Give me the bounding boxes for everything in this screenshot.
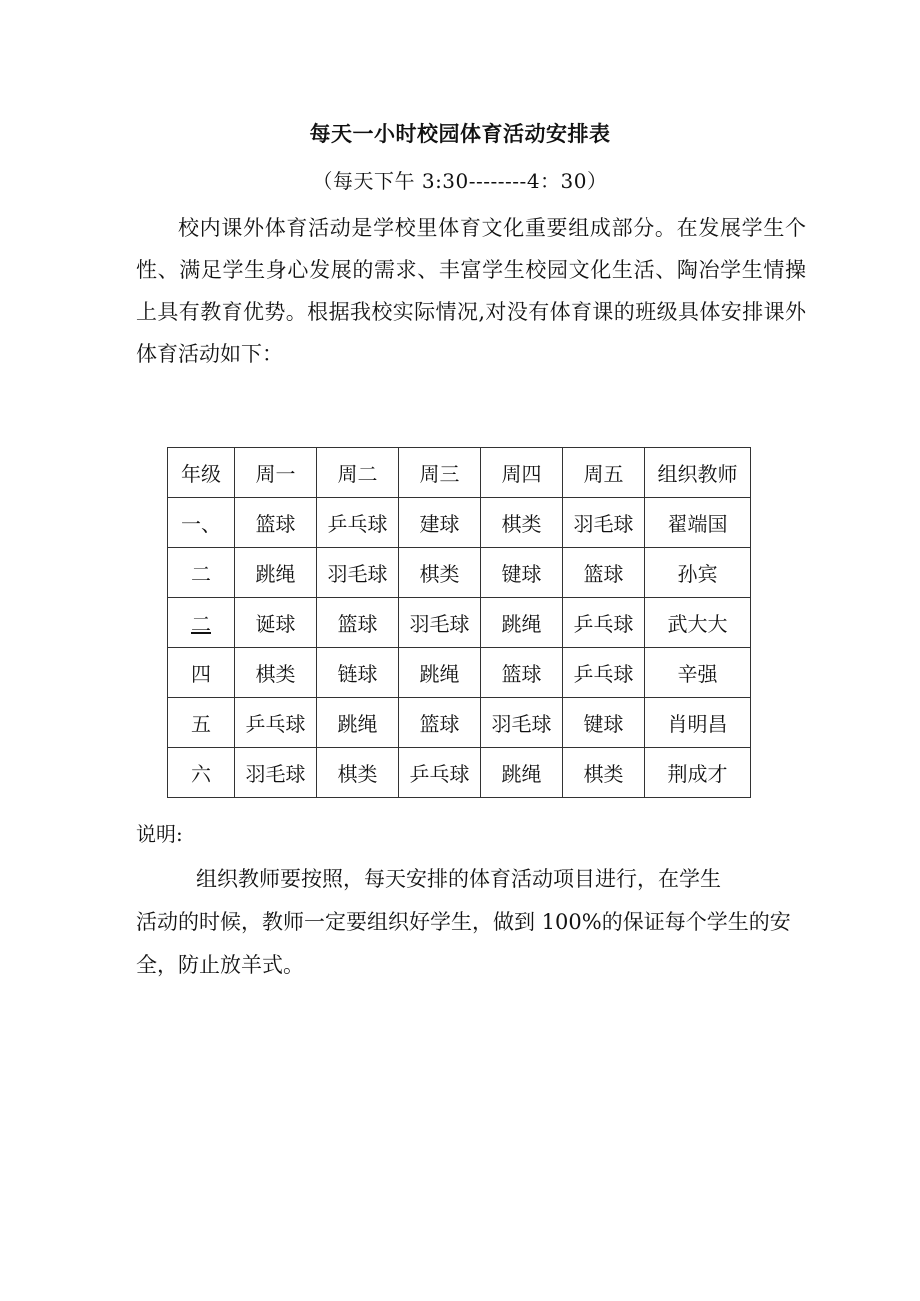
header-cell: 周五 xyxy=(563,448,645,498)
table-cell: 键球 xyxy=(563,698,645,748)
table-cell: 跳绳 xyxy=(317,698,399,748)
table-cell: 羽毛球 xyxy=(317,548,399,598)
table-cell: 篮球 xyxy=(399,698,481,748)
grade-cell: 四 xyxy=(168,648,235,698)
notes-label: 说明: xyxy=(136,822,183,846)
header-cell: 周四 xyxy=(481,448,563,498)
table-cell: 篮球 xyxy=(317,598,399,648)
table-cell: 乒乓球 xyxy=(563,648,645,698)
table-cell: 跳绳 xyxy=(235,548,317,598)
page-title: 每天一小时校园体育活动安排表 xyxy=(309,121,611,146)
table-cell: 乒乓球 xyxy=(317,498,399,548)
table-row xyxy=(168,598,751,648)
table-cell: 棋类 xyxy=(563,748,645,798)
grade-cell: 一、 xyxy=(168,498,235,548)
header-cell: 组织教师 xyxy=(645,448,751,498)
table-cell: 棋类 xyxy=(399,548,481,598)
table-cell: 乒乓球 xyxy=(563,598,645,648)
table-cell: 乒乓球 xyxy=(399,748,481,798)
teacher-cell: 武大大 xyxy=(645,598,751,648)
header-cell: 周三 xyxy=(399,448,481,498)
table-cell: 诞球 xyxy=(235,598,317,648)
table-cell: 羽毛球 xyxy=(235,748,317,798)
notes-first-line: 组织教师要按照，每天安排的体育活动项目进行，在学生 xyxy=(196,867,721,891)
table-row xyxy=(168,548,751,598)
grade-cell: 二 xyxy=(168,598,235,648)
grade-cell: 六 xyxy=(168,748,235,798)
notes-continuation: 活动的时候，教师一定要组织好学生，做到 100%的保证每个学生的安全，防止放羊式。 xyxy=(136,910,791,977)
table-cell: 棋类 xyxy=(317,748,399,798)
activity-schedule-table xyxy=(167,447,751,798)
teacher-cell: 翟端国 xyxy=(645,498,751,548)
table-cell: 建球 xyxy=(399,498,481,548)
table-row xyxy=(168,498,751,548)
table-row xyxy=(168,698,751,748)
notes-paragraph xyxy=(136,858,816,987)
time-subtitle: （每天下午 3:30--------4：30） xyxy=(312,169,608,193)
table-cell: 键球 xyxy=(481,548,563,598)
table-cell: 跳绳 xyxy=(399,648,481,698)
table-cell: 篮球 xyxy=(481,648,563,698)
header-cell: 年级 xyxy=(168,448,235,498)
table-cell: 棋类 xyxy=(235,648,317,698)
teacher-cell: 肖明昌 xyxy=(645,698,751,748)
table-row xyxy=(168,748,751,798)
table-cell: 棋类 xyxy=(481,498,563,548)
grade-cell: 五 xyxy=(168,698,235,748)
header-cell: 周二 xyxy=(317,448,399,498)
teacher-cell: 辛强 xyxy=(645,648,751,698)
table-cell: 跳绳 xyxy=(481,598,563,648)
table-cell: 篮球 xyxy=(235,498,317,548)
table-cell: 篮球 xyxy=(563,548,645,598)
header-cell: 周一 xyxy=(235,448,317,498)
table-cell: 乒乓球 xyxy=(235,698,317,748)
teacher-cell: 孙宾 xyxy=(645,548,751,598)
table-cell: 羽毛球 xyxy=(563,498,645,548)
table-row xyxy=(168,648,751,698)
table-cell: 羽毛球 xyxy=(399,598,481,648)
table-header-row xyxy=(168,448,751,498)
table-cell: 跳绳 xyxy=(481,748,563,798)
grade-cell: 二 xyxy=(168,548,235,598)
intro-paragraph: 校内课外体育活动是学校里体育文化重要组成部分。在发展学生个性、满足学生身心发展的需求、丰富学生校园文化生活、陶冶学生情操上具有教育优势。根据我校实际情况,对没有体育课的班级具体安排课外体育活动如下： xyxy=(136,216,806,366)
table-cell: 羽毛球 xyxy=(481,698,563,748)
teacher-cell: 荆成才 xyxy=(645,748,751,798)
table-cell: 链球 xyxy=(317,648,399,698)
